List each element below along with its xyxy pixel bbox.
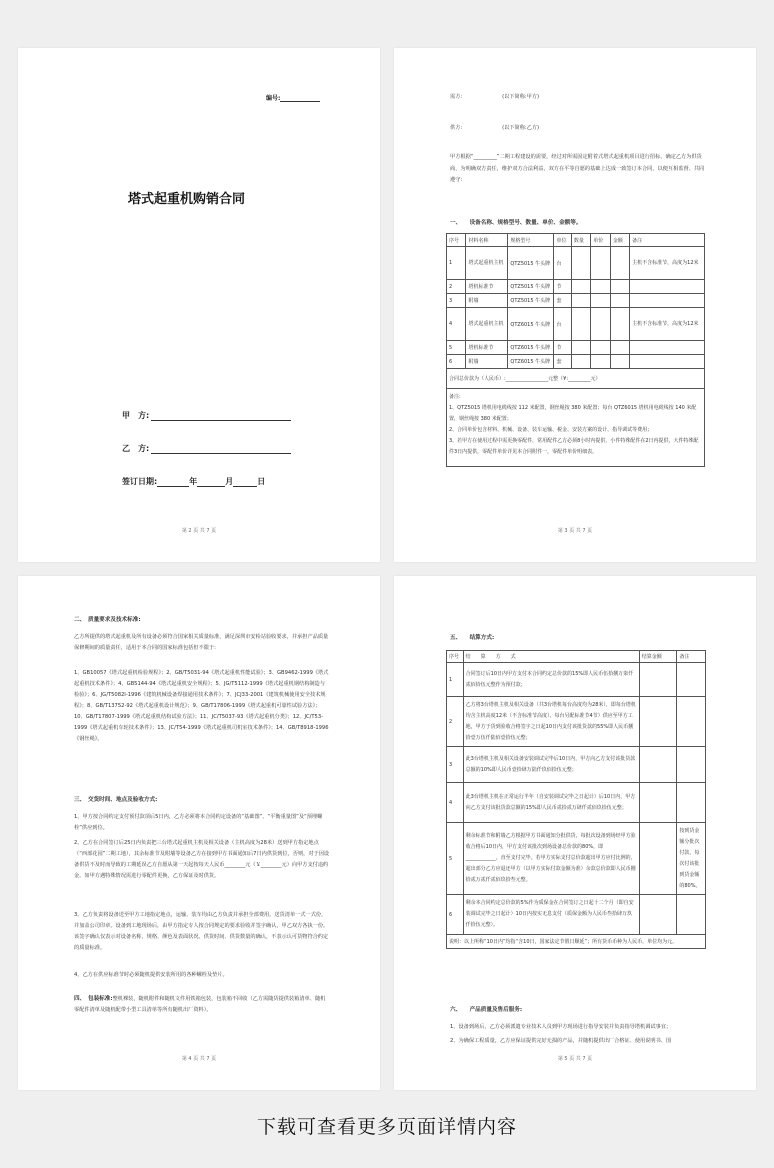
total-row <box>447 369 705 389</box>
table-header-row <box>447 234 705 247</box>
buyer-line <box>450 93 539 102</box>
cell-method: 乙方将3台塔机主机及相关设备（共3台塔机每台高度均为28米），即每台塔机均含主机高度12米（不含标准节高度）、每台另配标准节4节）供应至甲方工地，甲方于货到验收合格签字之日起10日内支付该批货款的55%即人民币捌拾壹万伍仟陆佰壹拾伍元整； <box>463 697 639 747</box>
cell-price <box>591 280 610 294</box>
cell-name: 塔式起重机主机 <box>466 308 508 341</box>
number-blank <box>280 101 320 102</box>
table-header-row <box>447 651 706 663</box>
cell-no: 6 <box>447 895 464 935</box>
cell-name: 附墙 <box>466 294 508 308</box>
party-a-line <box>122 410 291 421</box>
note-2: 2、合同单价包含材料、机械、设备、装车运输、税金、安装方案的设计、指导调试等费用； <box>449 427 653 433</box>
table-note: 说明：以上所称“10日内”均指“含10日，国家法定节假日顺延”；所有货币币种为人民币，单位均为元。 <box>447 935 706 949</box>
th-no: 序号 <box>447 651 464 663</box>
table-row <box>447 747 706 783</box>
cell-no: 5 <box>447 823 464 895</box>
cell-unit: 套 <box>554 294 571 308</box>
cell-method: 此3台塔机主机在正常运行半年（自安装调试完毕之日起计）后10日内，甲方向乙方支付该批货款总额的15%即人民币贰拾贰万肆仟贰佰玖拾伍元整； <box>463 783 639 823</box>
th-amount: 金额 <box>610 234 629 247</box>
supplier-line <box>450 124 539 133</box>
cell-amount <box>639 783 677 823</box>
cell-name: 塔式起重机主机 <box>466 247 508 280</box>
cell-no: 3 <box>447 747 464 783</box>
cell-amount <box>610 341 629 355</box>
table-row <box>447 341 705 355</box>
cell-price <box>591 247 610 280</box>
th-name: 材料名称 <box>466 234 508 247</box>
party-a-blank <box>151 420 291 421</box>
cell-qty <box>571 355 590 369</box>
cell-qty <box>571 341 590 355</box>
section-4-paragraph: 整机裸装，随机附件和随机文件用铁箱包装，包装箱不回收（乙方需随货提供装箱清单、随机零配件清单及随机配带小型工具清单等所有随机出厂资料）。 <box>74 996 326 1013</box>
contract-cover-page <box>18 48 380 562</box>
contract-number <box>266 93 320 102</box>
notes-cell <box>447 389 705 467</box>
day-blank <box>233 486 257 487</box>
party-a-label: 甲 方: <box>122 411 150 420</box>
cell-remark <box>630 355 705 369</box>
year-label: 年 <box>189 477 198 486</box>
cell-amount <box>610 308 629 341</box>
section-3-paragraph-c: 3、乙方负责将设备送至甲方工地指定地点，运输、装车均由乙方负责并承担全部费用。送货清单一式一式份，并加盖公司印章。设备到工地现场后，由甲方指定专人按合同规定的要求验收并签字确认，甲乙双方各执一份。该签字确认仅表示对设备名称、规格、颜色及表面状况、供货时间、供货数量的确认，不表示认可货物符合约定的质量标准。 <box>74 912 329 951</box>
cell-no: 5 <box>447 341 466 355</box>
cell-no: 4 <box>447 308 466 341</box>
section-2-heading: 二、 质量要求及技术标准: <box>74 617 141 623</box>
buyer-label: 需方: <box>450 94 463 100</box>
cell-price <box>591 308 610 341</box>
buyer-note: (以下简称:甲方) <box>502 94 540 100</box>
section-3-heading: 三、 交货时间、地点及验收方式: <box>74 797 158 803</box>
cell-remark <box>630 341 705 355</box>
cell-method: 剩余标准节和附墙乙方根据甲方书面通知分批供货，每批次设备到场经甲方验收合格后10日内，甲方支付该批次到场设备总价款的80%，即____________，直至支付完毕。若甲方实际支付总价款超出甲方应付比例的，超出部分乙方应退还甲方（以甲方实际付款金额为准）余款总价款即人民币捌拾贰万贰仟贰佰玖拾叁元整。 <box>463 823 639 895</box>
section-6-paragraph-b: 2、为确保工程质量，乙方应保证提供完好无损的产品，并随机提供出厂合格证、使用说明书、国 <box>450 1038 672 1044</box>
party-b-blank <box>151 453 291 454</box>
section-2-paragraph-b: 1、GB10057《塔式起重机检验规程》；2、GB/T5031-94《塔式起重机性能试验》；3、GB9462-1999《塔式起重机技术条件》；4、GB5144-94《塔式起重机安全规程》；5、JG/T5112-1999《塔式起重机钢结构制造与检验》；6、JG/T5082I-1996《建筑机械设备焊接通用技术条件》；7、JCJ33-2001《建筑机械使用安全技术规程》；8、GB/T13752-92《塔式起重机设计规范》；9、GB/T17806-1999《塔式起重机可靠性试验方法》；10、GB/T17807-1999《塔式起重机结构试验方法》；11、JC/T5037-93《塔式起重机分类》；12、JC/T53-1999《塔式起重机车轮技术条件》；13、JC/T54-1999《塔式起重机司机室技术条件》；14、GB/T8918-1996《钢丝绳》。 <box>74 670 329 742</box>
contract-page-4 <box>18 576 380 1090</box>
sign-date-line <box>122 476 265 487</box>
th-no: 序号 <box>447 234 466 247</box>
month-label: 月 <box>225 477 234 486</box>
month-blank <box>197 486 225 487</box>
day-label: 日 <box>257 477 266 486</box>
section-6-heading: 六、 产品质量及售后服务: <box>450 1007 523 1013</box>
cell-amount <box>639 895 677 935</box>
contract-title: 塔式起重机购销合同 <box>128 192 246 207</box>
cell-amount <box>639 823 677 895</box>
cell-amount <box>610 280 629 294</box>
cell-amount <box>639 697 677 747</box>
cell-model: QTZ6015 牛头牌 <box>508 341 554 355</box>
cell-remark <box>677 697 706 747</box>
party-b-label: 乙 方: <box>122 444 150 453</box>
cell-qty <box>571 308 590 341</box>
intro-paragraph: 甲方根据“_________”二期工程建设的需要，经过对所需固定附着式塔式起重机项目进行招标，确定乙方为供货商，为明确双方责任，维护双方合法利益，双方在平等自愿的基础上达成一致签订本合同，以便互相监督、共同遵守: <box>450 154 705 183</box>
cell-remark: 按到货金额分批次付款，每次付该批到货金额的80%。 <box>677 823 706 895</box>
cell-name: 附墙 <box>466 355 508 369</box>
cell-unit: 节 <box>554 280 571 294</box>
cell-name: 塔机标准节 <box>466 280 508 294</box>
settlement-table <box>446 650 706 949</box>
section-3-paragraph-d: 4、乙方在供应标准节时必须随机提供安装所用的各种螺栓及垫片。 <box>74 972 228 978</box>
notes-label: 备注: <box>449 394 461 400</box>
cell-model: QTZ5015 牛头牌 <box>508 280 554 294</box>
cell-remark <box>677 663 706 697</box>
cell-qty <box>571 294 590 308</box>
table-row <box>447 783 706 823</box>
year-blank <box>157 486 189 487</box>
cell-amount <box>639 663 677 697</box>
th-remark: 备注 <box>630 234 705 247</box>
note-3: 3、若甲方在使用过程中需更换零配件，常用配件乙方必须8小时内提供，小件特殊配件在2日内提供，大件特殊配件3日内提供，零配件单价详见本合同附件一，零配件单价明细表。 <box>449 438 699 455</box>
section-2-paragraph-a: 乙方所提供的塔式起重机及所有设备必须符合国家相关质量标准，满足深圳市安检站验收要求，并承担产品质量保修期间的质量责任，适用于本合同的国家标准包括但不限于: <box>74 634 329 651</box>
section-5-heading: 五、 结算方式: <box>450 635 495 641</box>
cell-model: QTZ6015 牛头牌 <box>508 308 554 341</box>
table-row <box>447 294 705 308</box>
cell-remark <box>677 783 706 823</box>
cell-amount <box>610 294 629 308</box>
cell-no: 1 <box>447 247 466 280</box>
cell-price <box>591 355 610 369</box>
th-model: 规格型号 <box>508 234 554 247</box>
cell-amount <box>610 355 629 369</box>
th-qty: 数量 <box>571 234 590 247</box>
cell-amount <box>639 747 677 783</box>
cell-price <box>591 294 610 308</box>
table-row <box>447 823 706 895</box>
cell-model: QTZ5015 牛头牌 <box>508 247 554 280</box>
cell-model: QTZ5015 牛头牌 <box>508 294 554 308</box>
table-row <box>447 308 705 341</box>
section-6-paragraph-a: 1、设备到场后，乙方必须派遣专业技术人员到甲方现场进行指导安装并负责指导塔机调试事宜； <box>450 1024 672 1030</box>
page-footer: 第 3 页 共 7 页 <box>557 528 593 534</box>
page-footer: 第 2 页 共 7 页 <box>181 528 217 534</box>
supplier-label: 供方: <box>450 125 463 131</box>
th-amount: 结算金额 <box>639 651 677 663</box>
notes-row <box>447 389 705 467</box>
table-row <box>447 280 705 294</box>
table-row <box>447 697 706 747</box>
cell-price <box>591 341 610 355</box>
cell-remark <box>630 280 705 294</box>
total-amount: 合同总价款为（人民币）:_________________元整（¥:_________元） <box>447 369 705 389</box>
page-footer: 第 5 页 共 7 页 <box>557 1056 593 1062</box>
th-unit: 单位 <box>554 234 571 247</box>
cell-no: 2 <box>447 697 464 747</box>
equipment-table <box>446 233 705 467</box>
cell-method: 合同签订后10日内甲方支付本合同约定总价款的15%即人民币伍拾捌万柒仟贰佰拾伍元整作为预付款； <box>463 663 639 697</box>
th-method: 结 算 方 式 <box>463 651 639 663</box>
cell-no: 2 <box>447 280 466 294</box>
cell-method: 此3台塔机主机及相关设备安装调试完毕后10日内，甲方向乙方支付该批货款总额的10%即人民币壹拾肆万陆仟玖佰拾伍元整； <box>463 747 639 783</box>
cell-unit: 台 <box>554 308 571 341</box>
cell-name: 塔机标准节 <box>466 341 508 355</box>
cell-no: 6 <box>447 355 466 369</box>
th-remark: 备注 <box>677 651 706 663</box>
section-4-block <box>74 994 330 1016</box>
table-row <box>447 663 706 697</box>
download-caption[interactable]: 下载可查看更多页面详情内容 <box>256 1116 517 1138</box>
cell-method: 剩余本合同约定总价款的5%作为质保金在合同签订之日起十二个月（即自安装调试完毕之日起计）10日内按实无息支付（质保金额为人民币叁拾肆万玖仟拾伍元整）。 <box>463 895 639 935</box>
supplier-note: (以下简称:乙方) <box>502 125 540 131</box>
contract-page-5 <box>394 576 756 1090</box>
cell-no: 1 <box>447 663 464 697</box>
cell-amount <box>610 247 629 280</box>
cell-model: QTZ6015 牛头牌 <box>508 355 554 369</box>
number-label: 编号: <box>266 95 281 102</box>
cell-unit: 节 <box>554 341 571 355</box>
cell-unit: 台 <box>554 247 571 280</box>
sign-date-label: 签订日期: <box>122 477 158 486</box>
cell-remark <box>677 747 706 783</box>
page-footer: 第 4 页 共 7 页 <box>181 1056 217 1062</box>
party-b-line <box>122 443 291 454</box>
cell-no: 3 <box>447 294 466 308</box>
table-row <box>447 355 705 369</box>
table-row <box>447 247 705 280</box>
cell-qty <box>571 247 590 280</box>
contract-page-3 <box>394 48 756 562</box>
cell-unit: 套 <box>554 355 571 369</box>
cell-no: 4 <box>447 783 464 823</box>
cell-remark: 主机不含标准节，高度为12米 <box>630 247 705 280</box>
cell-qty <box>571 280 590 294</box>
section-4-heading: 四、 包装标准: <box>74 996 113 1002</box>
table-row <box>447 895 706 935</box>
section-3-paragraph-a: 1、甲方按合同约定支付预付款项后5日内，乙方必须将本合同约定设备的“基础图”、“平衡重量图”及“预埋螺栓”供应到位。 <box>74 814 323 831</box>
cell-remark <box>630 294 705 308</box>
cell-remark <box>677 895 706 935</box>
section-1-heading: 一、 设备名称、规格型号、数量、单价、金额等。 <box>450 220 582 226</box>
note-1: 1、QTZ5015 塔机用电缆线按 112 米配置，钢丝绳按 380 米配置；每台 QTZ6015 塔机用电缆线按 140 米配置，钢丝绳按 380 米配置； <box>449 405 697 422</box>
table-note-row <box>447 935 706 949</box>
section-3-paragraph-b: 2、乙方在合同签订后25日内负责把三台塔式起重机主机及相关设备（主机高度为28米）送到甲方指定地点（“西部花园”二期工地），其余标准节及附墙等设备乙方在接到甲方书面通知后7日内供货到位，否则，对于因设备供货不及时而导致的工期延误乙方自愿从第一天起按每天人民币________元（￥________元）向甲方支付违约金。如甲方遇特殊情况需进行零配件更换，乙方保证及时供货。 <box>74 840 330 879</box>
th-price: 单价 <box>591 234 610 247</box>
cell-remark: 主机不含标准节，高度为12米 <box>630 308 705 341</box>
